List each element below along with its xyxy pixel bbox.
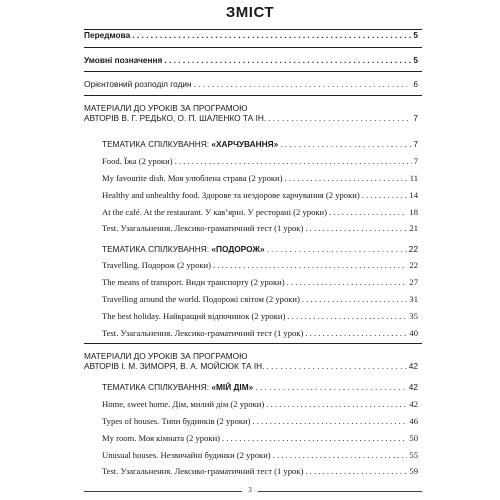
leader-dots (285, 172, 408, 184)
toc-entry-label: Передмова (84, 30, 131, 40)
divider (84, 95, 422, 96)
toc-theme-home[interactable] (102, 381, 418, 393)
toc-entry-label: Travelling around the world. Подорожі світом (2 уроки) (102, 294, 300, 304)
toc-lesson[interactable] (102, 449, 418, 461)
toc-lesson[interactable] (102, 465, 418, 477)
toc-entry-label: Test. Узагальнення. Лексико-граматичний тест (1 урок) (102, 466, 304, 476)
page-title: ЗМІСТ (225, 4, 275, 21)
toc-page-number: 35 (409, 311, 418, 321)
leader-dots (194, 78, 412, 90)
toc-lesson[interactable] (102, 189, 418, 201)
toc-lesson[interactable] (102, 206, 418, 218)
leader-dots (175, 155, 412, 167)
leader-dots (273, 449, 408, 461)
toc-page-number: 21 (409, 223, 418, 233)
toc-entry-label: Food. Їжа (2 уроки) (102, 156, 173, 166)
theme-name: «МІЙ ДІМ» (211, 382, 254, 392)
toc-entry-label: Unusual houses. Незвичайні будинки (2 уроки) (102, 450, 271, 460)
toc-entry-label: The best holiday. Найкращий відпочинок (2 уроки) (102, 311, 286, 321)
toc-entry-label: My favourite dish. Моя улюблена страва (2 уроки) (102, 173, 283, 183)
toc-section-2[interactable] (84, 351, 418, 371)
toc-lesson[interactable] (102, 310, 418, 322)
theme-prefix: ТЕМАТИКА СПІЛКУВАННЯ: (102, 244, 212, 254)
toc-page-number: 42 (409, 399, 418, 409)
toc-theme-food[interactable] (102, 138, 418, 150)
leader-dots (305, 222, 407, 234)
toc-lesson[interactable] (102, 172, 418, 184)
toc-page-number: 5 (413, 30, 418, 40)
leader-dots (266, 361, 406, 371)
toc-entry-label: Умовні позначення (84, 55, 163, 65)
leader-dots (362, 189, 408, 201)
leader-dots (268, 113, 411, 123)
toc-page-number: 31 (409, 294, 418, 304)
toc-page-number: 46 (409, 416, 418, 426)
toc-page-number: 42 (408, 382, 418, 392)
toc-page-number: 22 (408, 244, 418, 254)
divider (84, 47, 422, 48)
leader-dots (280, 138, 411, 150)
leader-dots (305, 327, 407, 339)
theme-prefix: ТЕМАТИКА СПІЛКУВАННЯ: (102, 382, 212, 392)
toc-entry-hours[interactable] (84, 78, 418, 90)
theme-name: «ПОДОРОЖ» (211, 244, 265, 254)
toc-entry-label: Орієнтовний розподіл годин (84, 79, 192, 89)
toc-entry-label: At the café. At the restaurant. У кав’ярні. У ресторані (2 уроки) (102, 207, 328, 217)
toc-entry-preface[interactable] (84, 29, 418, 41)
leader-dots (302, 293, 408, 305)
toc-page-number: 5 (413, 55, 418, 65)
toc-lesson[interactable] (102, 276, 418, 288)
toc-entry-label: Test. Узагальнення. Лексико-граматичний тест (1 урок) (102, 328, 304, 338)
toc-page-number: 14 (409, 190, 418, 200)
toc-page-number: 50 (409, 433, 418, 443)
toc-page-number: 6 (413, 79, 418, 89)
theme-name: «ХАРЧУВАННЯ» (211, 139, 279, 149)
toc-lesson[interactable] (102, 155, 418, 167)
toc-page-number: 59 (409, 466, 418, 476)
toc-entry-label: My room. Моя кімната (2 уроки) (102, 433, 221, 443)
leader-dots (267, 243, 407, 255)
toc-lesson[interactable] (102, 293, 418, 305)
leader-dots (305, 465, 407, 477)
section-heading-line2: АВТОРІВ В. Г. РЕДЬКО, О. П. ШАЛЕНКО ТА ІН. (84, 113, 267, 123)
theme-prefix: ТЕМАТИКА СПІЛКУВАННЯ: (102, 139, 212, 149)
divider (84, 343, 422, 344)
toc-page-number: 40 (409, 328, 418, 338)
toc-page-number: 55 (409, 450, 418, 460)
toc-entry-label: Types of houses. Типи будинків (2 уроки) (102, 416, 251, 426)
leader-dots (287, 276, 408, 288)
section-heading-line1: МАТЕРІАЛИ ДО УРОКІВ ЗА ПРОГРАМОЮ (84, 351, 248, 361)
toc-page-number: 7 (413, 113, 418, 123)
toc-lesson[interactable] (102, 327, 418, 339)
leader-dots (222, 432, 407, 444)
section-heading-line1: МАТЕРІАЛИ ДО УРОКІВ ЗА ПРОГРАМОЮ (84, 103, 248, 113)
toc-lesson[interactable] (102, 432, 418, 444)
toc-lesson[interactable] (102, 222, 418, 234)
footer-page-number: 3 (242, 486, 258, 494)
toc-entry-legend[interactable] (84, 54, 418, 66)
leader-dots (255, 381, 407, 393)
toc-theme-travel[interactable] (102, 243, 418, 255)
toc-page-number: 7 (413, 139, 418, 149)
toc-entry-label: Home, sweet home. Дім, милий дім (2 уроки) (102, 399, 265, 409)
toc-section-1[interactable] (84, 103, 418, 123)
toc-lesson[interactable] (102, 398, 418, 410)
leader-dots (329, 206, 407, 218)
toc-entry-label: Travelling. Подорож (2 уроки) (102, 260, 212, 270)
toc-lesson[interactable] (102, 415, 418, 427)
toc-lesson[interactable] (102, 259, 418, 271)
toc-page-number: 27 (409, 277, 418, 287)
toc-page-number: 42 (408, 361, 418, 371)
leader-dots (287, 310, 407, 322)
leader-dots (213, 259, 407, 271)
toc-entry-label: Healthy and unhealthy food. Здорове та нездорове харчування (2 уроки) (102, 190, 360, 200)
section-heading-line2: АВТОРІВ І. М. ЗИМОРЯ, В. А. МОЙСЮК ТА ІН. (84, 361, 265, 371)
toc-page-number: 7 (413, 156, 418, 166)
leader-dots (132, 29, 411, 41)
toc-entry-label: The means of transport. Види транспорту (2 уроки) (102, 277, 285, 287)
toc-page-number: 22 (409, 260, 418, 270)
divider (84, 71, 422, 72)
toc-page-number: 11 (409, 173, 418, 183)
leader-dots (164, 54, 411, 66)
leader-dots (253, 415, 408, 427)
toc-entry-label: Test. Узагальнення. Лексико-граматичний тест (1 урок) (102, 223, 304, 233)
leader-dots (266, 398, 407, 410)
toc-page-number: 18 (409, 207, 418, 217)
